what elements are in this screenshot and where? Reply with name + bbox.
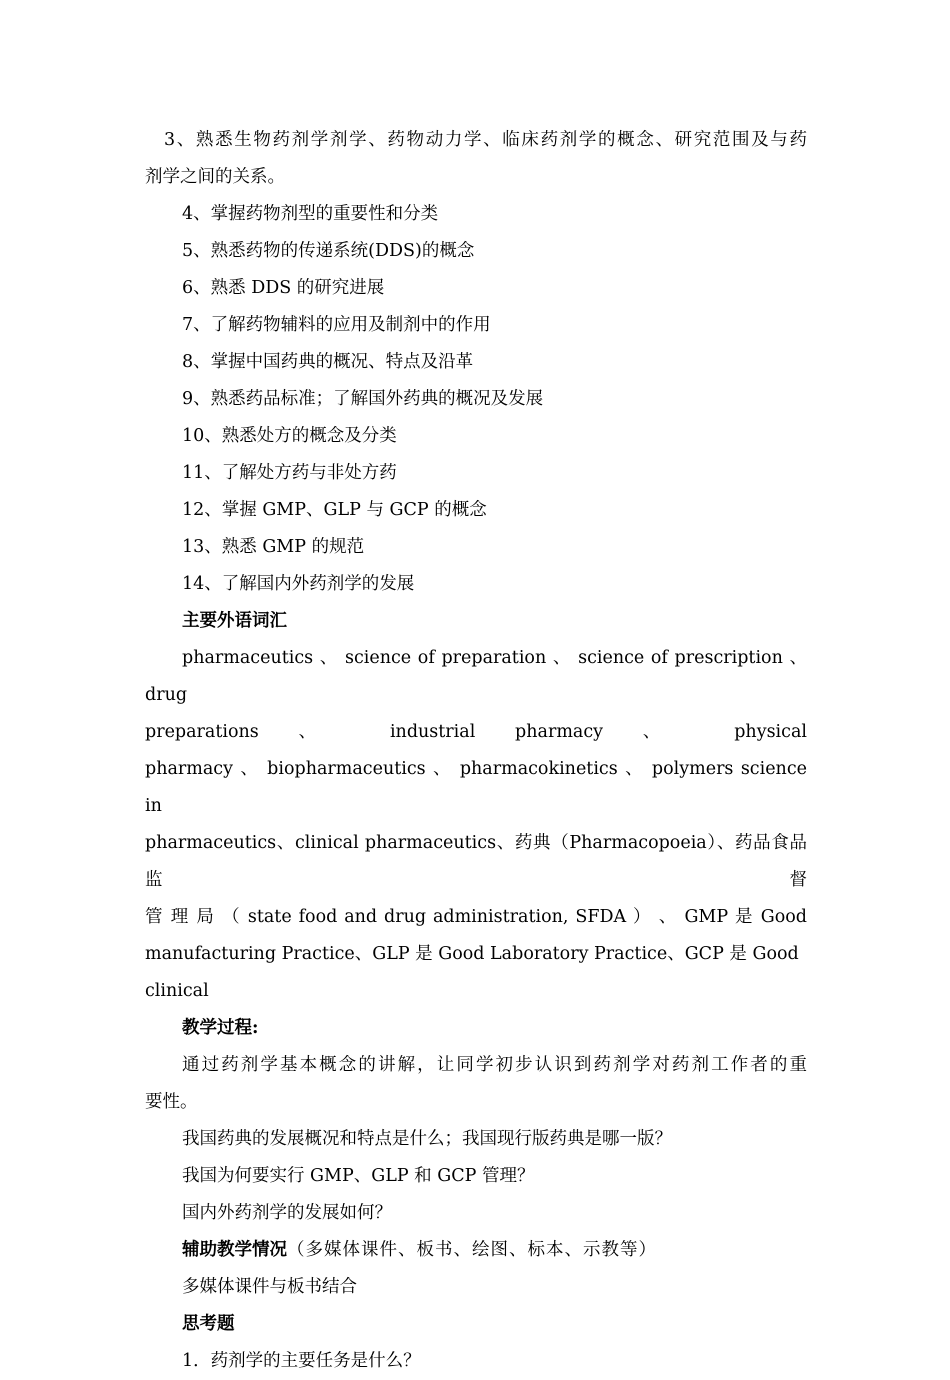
vocab-line: manufacturing Practice、GLP 是 Good Laboratory Practice、GCP 是 Good clinical <box>145 944 799 1001</box>
vocab-line: preparations 、 industrial pharmacy 、 physical <box>145 722 807 742</box>
objective-item: 11、了解处方药与非处方药 <box>182 463 397 483</box>
teaching-paragraph-line1: 通过药剂学基本概念的讲解，让同学初步认识到药剂学对药剂工作者的重 <box>182 1055 807 1075</box>
objective-item: 13、熟悉 GMP 的规范 <box>182 537 365 557</box>
objective-item: 9、熟悉药品标准；了解国外药典的概况及发展 <box>182 389 544 409</box>
objective-item: 6、熟悉 DDS 的研究进展 <box>182 278 385 298</box>
objective-item: 5、熟悉药物的传递系统(DDS)的概念 <box>182 241 475 261</box>
vocab-line: pharmaceutics 、 science of preparation 、 science of prescription 、 drug <box>145 648 807 705</box>
document-page <box>145 122 807 1380</box>
objective-item: 10、熟悉处方的概念及分类 <box>182 426 397 446</box>
teaching-question: 我国药典的发展概况和特点是什么；我国现行版药典是哪一版？ <box>182 1129 672 1149</box>
thinking-heading: 思考题 <box>182 1314 235 1334</box>
teaching-heading: 教学过程: <box>182 1018 259 1038</box>
objective-item: 8、掌握中国药典的概况、特点及沿革 <box>182 352 474 372</box>
objective-item: 12、掌握 GMP、GLP 与 GCP 的概念 <box>182 500 487 520</box>
objective-item: 14、了解国内外药剂学的发展 <box>182 574 415 594</box>
teaching-question: 国内外药剂学的发展如何？ <box>182 1203 392 1223</box>
aids-content: 多媒体课件与板书结合 <box>182 1277 357 1297</box>
objective-item: 4、掌握药物剂型的重要性和分类 <box>182 204 439 224</box>
aids-line <box>145 1232 807 1269</box>
aids-heading-note: （多媒体课件、板书、绘图、标本、示教等） <box>287 1240 657 1260</box>
objective-item: 7、了解药物辅料的应用及制剂中的作用 <box>182 315 491 335</box>
teaching-question: 我国为何要实行 GMP、GLP 和 GCP 管理？ <box>182 1166 535 1186</box>
vocab-line: pharmaceutics、clinical pharmaceutics、药典（Pharmacopoeia）、药品食品监督 <box>145 833 807 890</box>
vocab-heading: 主要外语词汇 <box>182 611 287 631</box>
vocab-line: 管 理 局 （ state food and drug administration, SFDA ） 、 GMP 是 Good <box>145 907 807 927</box>
teaching-paragraph-line2: 要性。 <box>145 1092 198 1112</box>
aids-heading: 辅助教学情况 <box>182 1240 287 1260</box>
thinking-question: 1．药剂学的主要任务是什么？ <box>182 1351 421 1371</box>
vocab-line: pharmacy 、 biopharmaceutics 、 pharmacokinetics 、 polymers science in <box>145 759 807 816</box>
objective-item-3-line2: 剂学之间的关系。 <box>145 167 285 187</box>
objective-item-3-line1: 3、熟悉生物药剂学剂学、药物动力学、临床药剂学的概念、研究范围及与药 <box>164 130 807 150</box>
